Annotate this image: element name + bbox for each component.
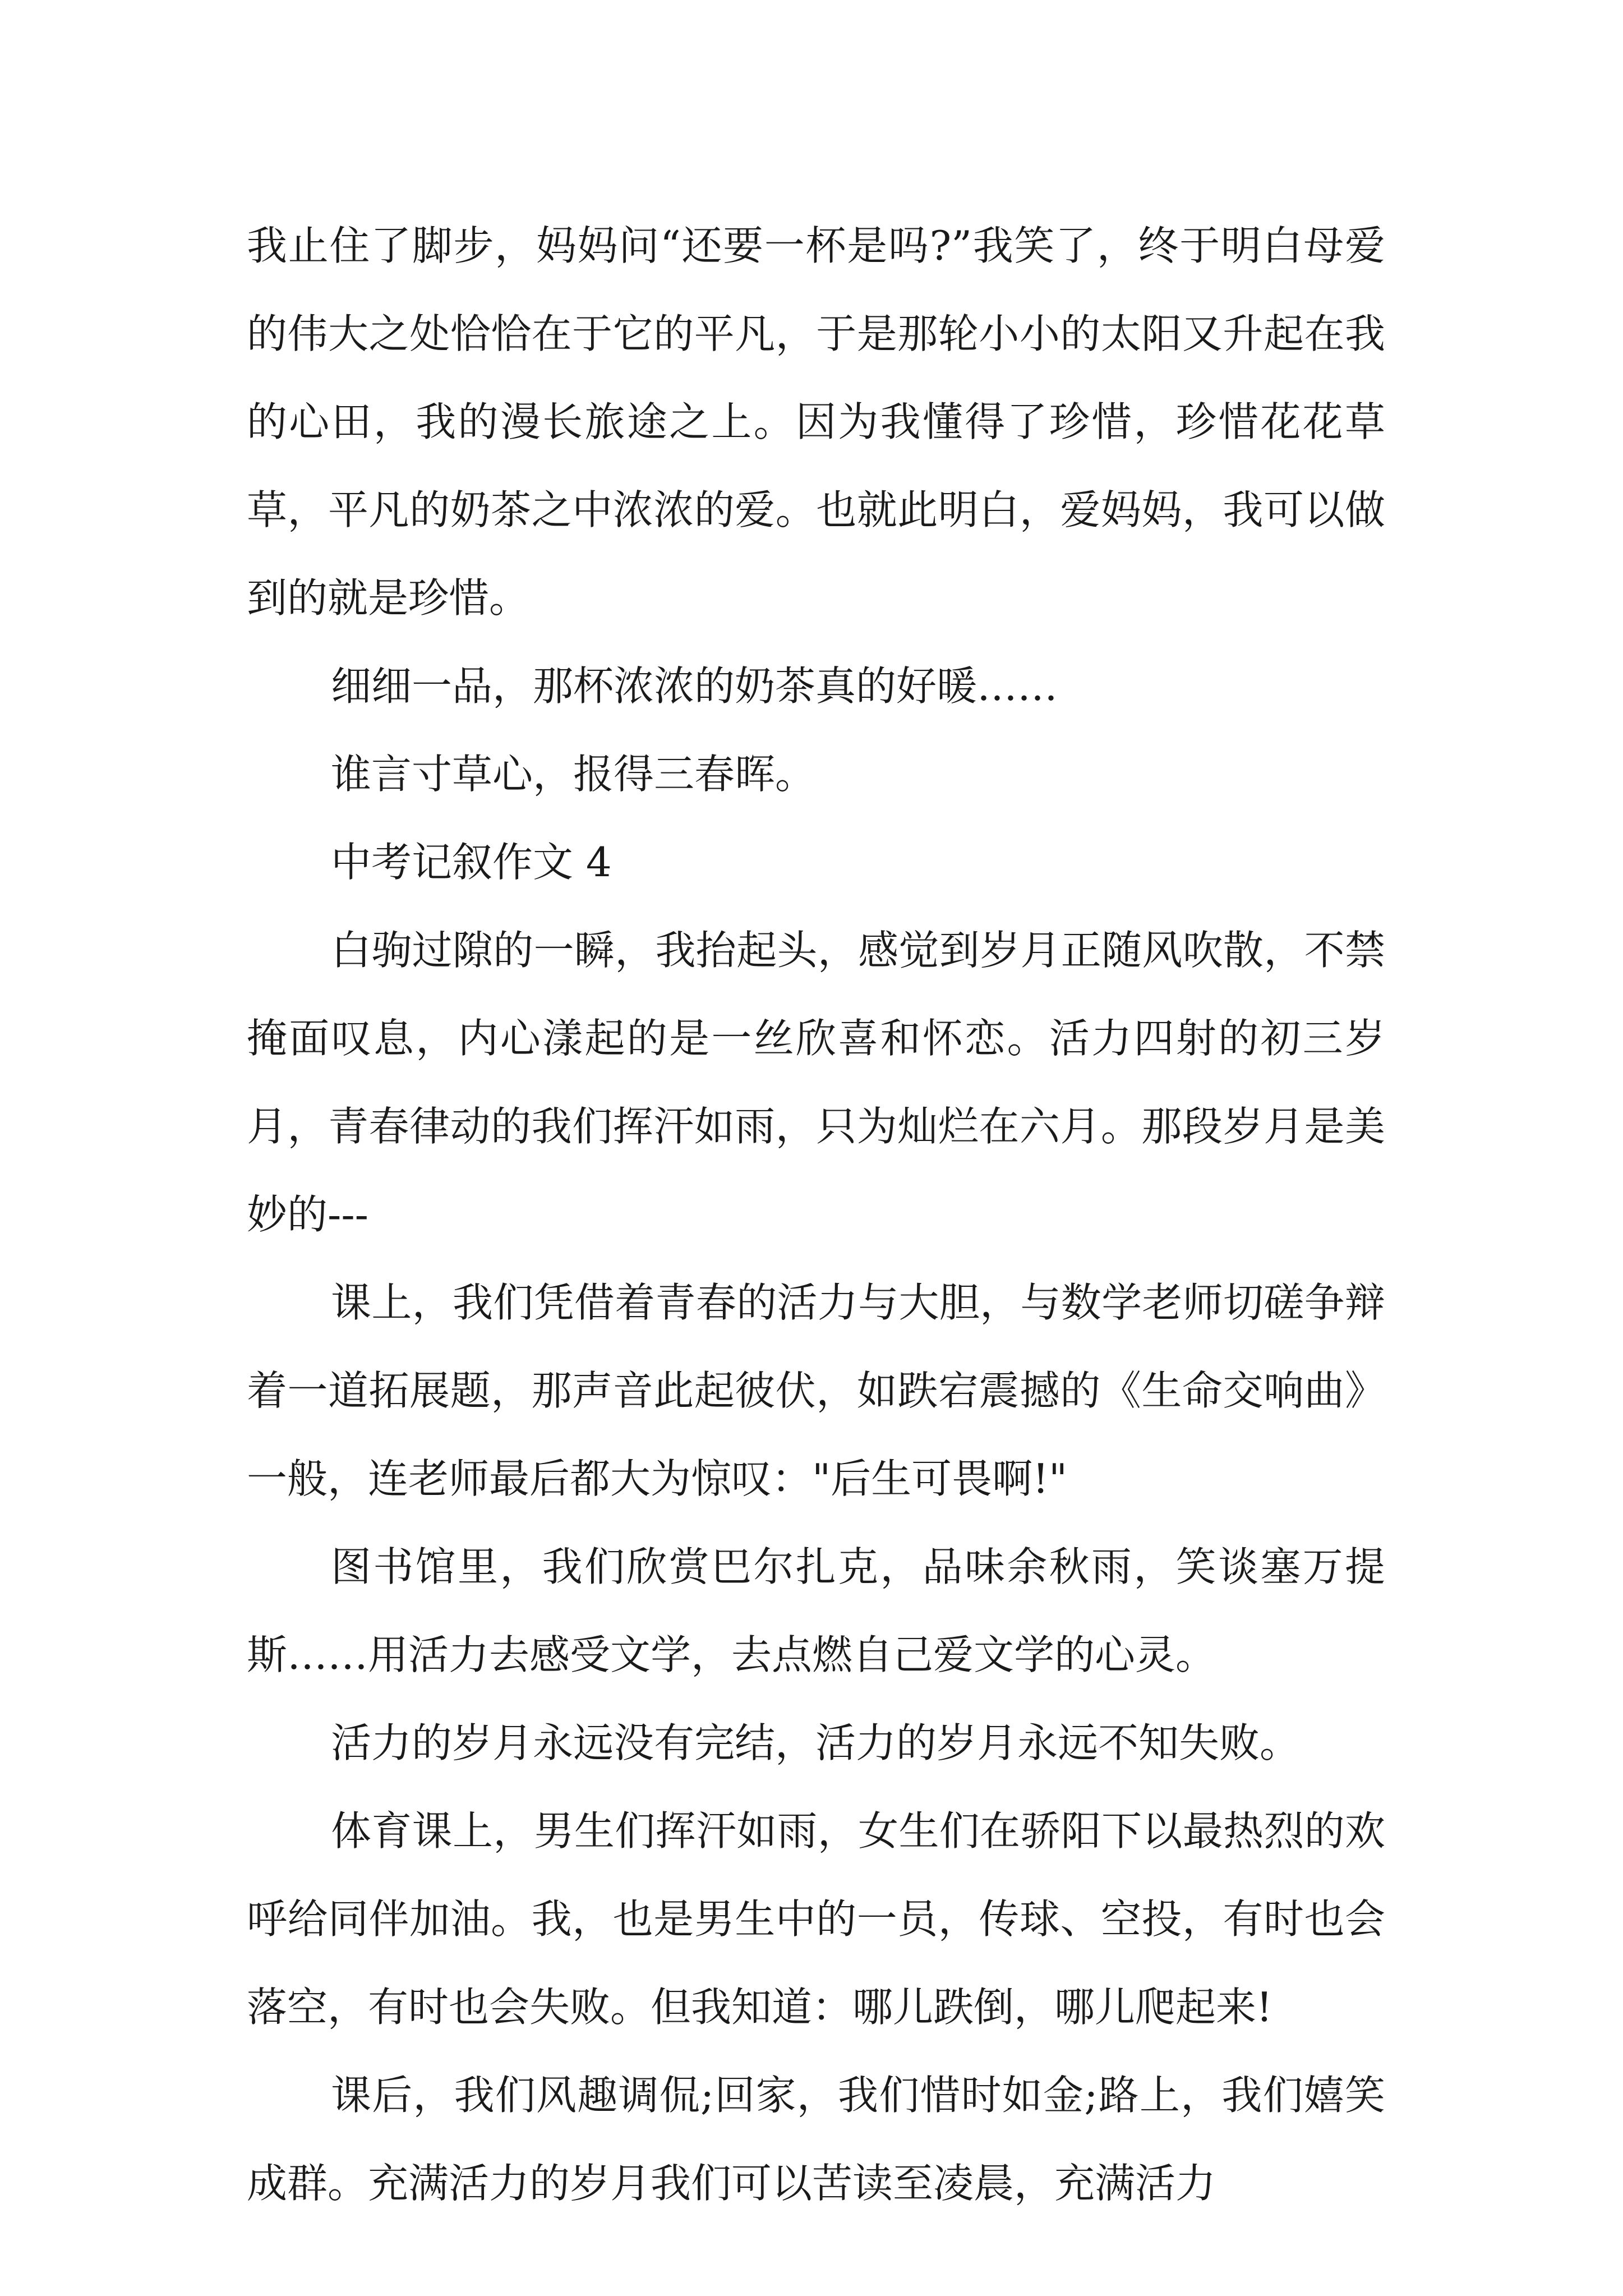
paragraph-6: 课上，我们凭借着青春的活力与大胆，与数学老师切磋争辩着一道拓展题，那声音此起彼伏，如跌宕震撼的《生命交响曲》一般，连老师最后都大为惊叹："后生可畏啊!": [247, 1279, 1385, 1502]
paragraph-3: 谁言寸草心，报得三春晖。: [331, 751, 816, 798]
paragraph-9: 体育课上，男生们挥汗如雨，女生们在骄阳下以最热烈的欢呼给同伴加油。我，也是男生中的一员，传球、空投，有时也会落空，有时也会失败。但我知道：哪儿跌倒，哪儿爬起来!: [247, 1807, 1385, 2031]
paragraph-5: 白驹过隙的一瞬，我抬起头，感觉到岁月正随风吹散，不禁掩面叹息，内心漾起的是一丝欣喜和怀恋。活力四射的初三岁月，青春律动的我们挥汗如雨，只为灿烂在六月。那段岁月是美妙的---: [247, 927, 1385, 1238]
paragraph-1: 我止住了脚步，妈妈问“还要一杯是吗?”我笑了，终于明白母爱的伟大之处恰恰在于它的平凡，于是那轮小小的太阳又升起在我的心田，我的漫长旅途之上。因为我懂得了珍惜，珍惜花花草草，平凡的奶茶之中浓浓的爱。也就此明白，爱妈妈，我可以做到的就是珍惜。: [247, 222, 1385, 622]
paragraph-8: 活力的岁月永远没有完结，活力的岁月永远不知失败。: [331, 1719, 1301, 1766]
essay-body: [247, 202, 1385, 2228]
paragraph-7: 图书馆里，我们欣赏巴尔扎克，品味余秋雨，笑谈塞万提斯……用活力去感受文学，去点燃自己爱文学的心灵。: [247, 1543, 1385, 1678]
paragraph-2: 细细一品，那杯浓浓的奶茶真的好暖……: [331, 662, 1058, 710]
essay-heading: 中考记叙作文 4: [331, 839, 612, 886]
paragraph-10: 课后，我们风趣调侃;回家，我们惜时如金;路上，我们嬉笑成群。充满活力的岁月我们可以苦读至凌晨，充满活力: [247, 2072, 1385, 2207]
